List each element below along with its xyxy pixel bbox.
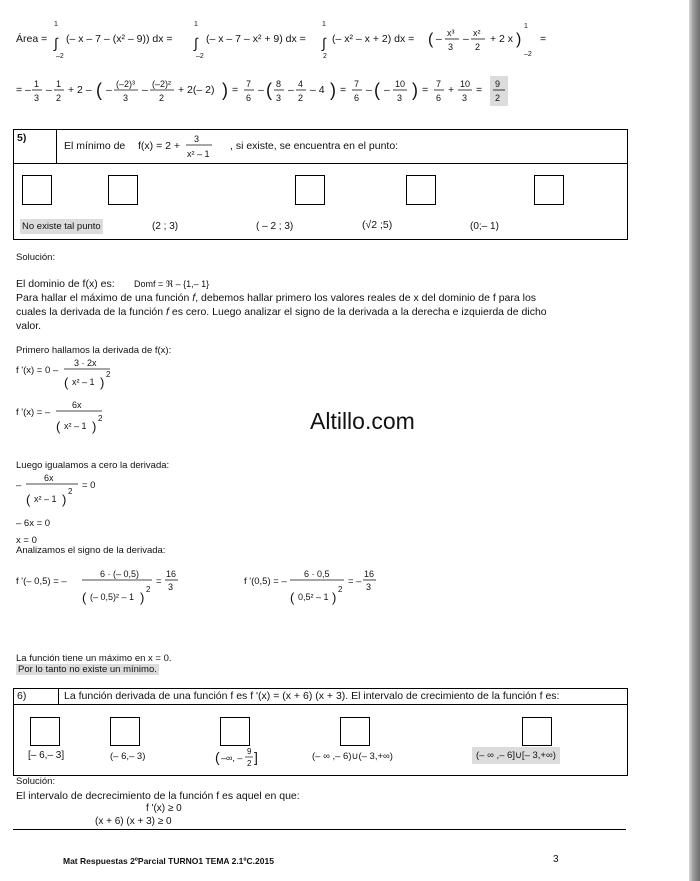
domain-formula: Domf = ℜ – {1,– 1} [134,279,210,289]
svg-text:): ) [100,375,105,390]
svg-text:3: 3 [276,93,282,103]
svg-text:–: – [258,84,264,96]
svg-text:): ) [332,590,337,605]
svg-text:= –: = – [16,84,31,96]
svg-text:(: ( [82,590,87,605]
q6-option-1-label: [– 6,– 3] [28,750,65,761]
svg-text:(: ( [290,590,295,605]
svg-text:): ) [62,492,67,507]
svg-text:–: – [463,33,469,45]
svg-text:4: 4 [298,79,304,89]
svg-text:2: 2 [475,42,481,52]
svg-text:∫: ∫ [194,35,198,51]
svg-text:6 · (– 0,5): 6 · (– 0,5) [100,569,140,579]
q5-option-4-checkbox[interactable] [406,175,436,205]
svg-text:(– x² – x + 2) dx =: (– x² – x + 2) dx = [332,33,415,45]
q5-option-5-label: (0;– 1) [470,221,499,232]
svg-text:): ) [222,80,228,100]
svg-text:3: 3 [397,93,403,103]
method-paragraph-line3: valor. [16,320,42,332]
svg-text:7: 7 [436,79,442,89]
q5-option-3-checkbox[interactable] [295,175,325,205]
svg-text:f '(x) = –: f '(x) = – [16,407,51,418]
q5-option-2-checkbox[interactable] [108,175,138,205]
svg-text:f '(– 0,5) = –: f '(– 0,5) = – [16,576,67,587]
svg-text:x² – 1: x² – 1 [34,494,57,504]
svg-text:∫: ∫ [54,35,58,51]
q5-option-1-label: No existe tal punto [22,221,101,232]
svg-text:–2: –2 [196,53,204,60]
svg-text:9: 9 [495,79,501,89]
area-formula [14,14,574,106]
svg-text:=: = [476,84,483,96]
svg-text:]: ] [254,749,258,765]
svg-text:2: 2 [106,370,111,379]
derivative-formulas [14,355,144,445]
svg-text:(: ( [428,31,434,48]
question-5-text-post: , si existe, se encuentra en el punto: [230,140,399,152]
svg-text:6: 6 [246,93,252,103]
q5-option-2-label: (2 ; 3) [152,221,179,232]
svg-text:3: 3 [34,93,40,103]
svg-text:10: 10 [460,79,471,89]
question-5-number: 5) [17,132,27,144]
svg-text:(: ( [64,375,69,390]
svg-text:): ) [330,80,336,100]
svg-text:f(x) = 2 +: f(x) = 2 + [138,140,181,152]
svg-text:= 0: = 0 [82,480,96,491]
zero-step-2: x = 0 [16,535,37,546]
svg-text:(–2)²: (–2)² [152,79,172,89]
svg-text:3 · 2x: 3 · 2x [74,358,97,368]
q6-option-5-label: (– ∞ ,– 6]∪[– 3,+∞) [472,747,560,764]
svg-text:–∞, –: –∞, – [221,753,243,763]
svg-text:+ 2 x: + 2 x [490,33,514,45]
svg-text:x² – 1: x² – 1 [187,149,210,159]
svg-text:–: – [288,84,294,96]
svg-text:–: – [366,84,372,96]
svg-text:(: ( [96,80,102,100]
q6-option-2-label: (– 6,– 3) [110,751,146,762]
svg-text:=: = [422,84,429,96]
svg-text:2: 2 [98,414,103,423]
svg-text:6: 6 [436,93,442,103]
svg-text:(– x – 7 – (x² – 9)) dx =: (– x – 7 – (x² – 9)) dx = [66,33,173,45]
svg-text:16: 16 [166,569,177,579]
svg-text:): ) [412,80,418,100]
q6-option-4-checkbox[interactable] [340,717,370,746]
svg-text:6x: 6x [44,473,54,483]
svg-text:1: 1 [524,23,528,30]
svg-text:–: – [436,33,442,45]
method-paragraph-line2: cuales la derivada de la función f es cero. Luego analizar el signo de la derivada a la derecha e izquierda de dicho [16,306,547,318]
svg-text:2: 2 [159,93,165,103]
svg-text:2: 2 [146,585,151,594]
conclusion-no-minimum: Por lo tanto no existe un mínimo. [18,664,157,675]
svg-text:–2: –2 [524,51,532,58]
svg-text:3: 3 [366,582,372,592]
svg-text:(: ( [215,749,220,765]
svg-text:3: 3 [448,42,454,52]
svg-text:8: 8 [276,79,282,89]
q5-option-1-checkbox[interactable] [22,175,52,205]
page-number: 3 [553,854,559,865]
svg-text:=: = [156,576,162,587]
svg-text:–: – [384,84,390,96]
svg-text:x² – 1: x² – 1 [64,421,87,431]
svg-text:2: 2 [56,93,62,103]
svg-text:1: 1 [34,79,40,89]
sign-intro: Analizamos el signo de la derivada: [16,545,166,556]
svg-text:x² – 1: x² – 1 [72,377,95,387]
svg-text:= –: = – [348,576,362,587]
svg-text:16: 16 [364,569,375,579]
svg-text:(: ( [266,80,272,100]
svg-text:3: 3 [123,93,129,103]
svg-text:2: 2 [298,93,304,103]
svg-text:=: = [232,84,239,96]
zero-step-1: – 6x = 0 [16,518,51,529]
svg-text:Área =: Área = [16,33,48,45]
zero-equation [14,470,134,512]
svg-text:2: 2 [247,759,252,768]
svg-text:6x: 6x [72,400,82,410]
svg-text:+: + [448,84,455,96]
svg-text:–: – [16,480,22,491]
watermark: Altillo.com [310,408,415,434]
svg-text:): ) [92,419,97,434]
solution-5-label: Solución: [16,252,56,263]
svg-text:f '(x) = 0 –: f '(x) = 0 – [16,365,59,376]
question-5-function [136,131,236,163]
svg-text:10: 10 [395,79,406,89]
svg-text:3: 3 [168,582,174,592]
svg-text:(: ( [26,492,31,507]
svg-text:6: 6 [354,93,360,103]
svg-text:(: ( [56,419,61,434]
solution-6-label: Solución: [16,776,56,787]
domain-text: El dominio de f(x) es: [16,278,115,290]
question-5-text-pre: El mínimo de [64,140,126,152]
svg-text:1: 1 [322,21,326,28]
svg-text:3: 3 [194,134,200,144]
zero-intro: Luego igualamos a cero la derivada: [16,460,170,471]
svg-text:): ) [140,590,145,605]
q6-option-4-label: (– ∞ ,– 6)∪(– 3,+∞) [312,751,393,762]
svg-text:): ) [516,31,522,48]
svg-text:∫: ∫ [322,35,326,51]
q6-option-5-checkbox[interactable] [522,717,552,746]
svg-text:2: 2 [68,487,73,496]
svg-text:– 4: – 4 [310,84,325,96]
q5-option-5-checkbox[interactable] [534,175,564,205]
svg-text:=: = [340,84,347,96]
q6-option-3-checkbox[interactable] [220,717,250,746]
svg-text:x³: x³ [447,28,455,38]
svg-text:0,5² – 1: 0,5² – 1 [298,592,329,602]
svg-text:=: = [540,33,547,45]
q6-option-1-checkbox[interactable] [30,717,60,746]
derivative-intro: Primero hallamos la derivada de f(x): [16,345,172,356]
svg-text:1: 1 [56,79,62,89]
svg-text:–: – [46,84,52,96]
question-6-number: 6) [17,690,27,702]
svg-text:1: 1 [54,21,58,28]
svg-text:7: 7 [246,79,252,89]
q6-option-2-checkbox[interactable] [110,717,140,746]
svg-text:(– x – 7 – x² + 9) dx =: (– x – 7 – x² + 9) dx = [206,33,306,45]
svg-text:2: 2 [338,585,343,594]
svg-text:6 · 0,5: 6 · 0,5 [304,569,330,579]
svg-text:2: 2 [495,93,501,103]
method-paragraph-line1: Para hallar el máximo de una función f, debemos hallar primero los valores reales de x del dominio de f para los [16,292,537,304]
svg-text:2: 2 [323,53,327,60]
svg-text:+ 2 –: + 2 – [68,84,92,96]
svg-text:(– 0,5)² – 1: (– 0,5)² – 1 [90,592,135,602]
conclusion-maximum: La función tiene un máximo en x = 0. [16,653,172,664]
q5-option-4-label: (√2 ;5) [362,219,393,231]
solution-6-line2: f '(x) ≥ 0 [146,803,182,814]
footer-title: Mat Respuestas 2ºParcial TURNO1 TEMA 2.1ºC.2015 [63,856,274,866]
svg-text:–: – [142,84,148,96]
question-6-text: La función derivada de una función f es f '(x) = (x + 6) (x + 3). El intervalo de crecimiento de la función f es: [64,690,560,702]
svg-text:–2: –2 [56,53,64,60]
solution-6-line1: El intervalo de decrecimiento de la función f es aquel en que: [16,790,300,802]
svg-text:(: ( [374,80,380,100]
svg-text:(–2)³: (–2)³ [116,79,136,89]
solution-6-line3: (x + 6) (x + 3) ≥ 0 [95,816,172,827]
svg-text:9: 9 [247,747,252,756]
svg-text:–: – [106,84,112,96]
q6-option-3-label [215,744,261,774]
svg-text:f '(0,5) = –: f '(0,5) = – [244,576,287,587]
svg-text:3: 3 [462,93,468,103]
page-edge-shadow [689,0,700,881]
svg-text:+ 2(– 2): + 2(– 2) [178,84,215,96]
sign-analysis [14,566,394,616]
svg-text:x²: x² [473,28,481,38]
solution-6-divider [13,829,626,830]
svg-text:7: 7 [354,79,360,89]
svg-text:1: 1 [194,21,198,28]
q5-option-3-label: ( – 2 ; 3) [256,221,294,232]
